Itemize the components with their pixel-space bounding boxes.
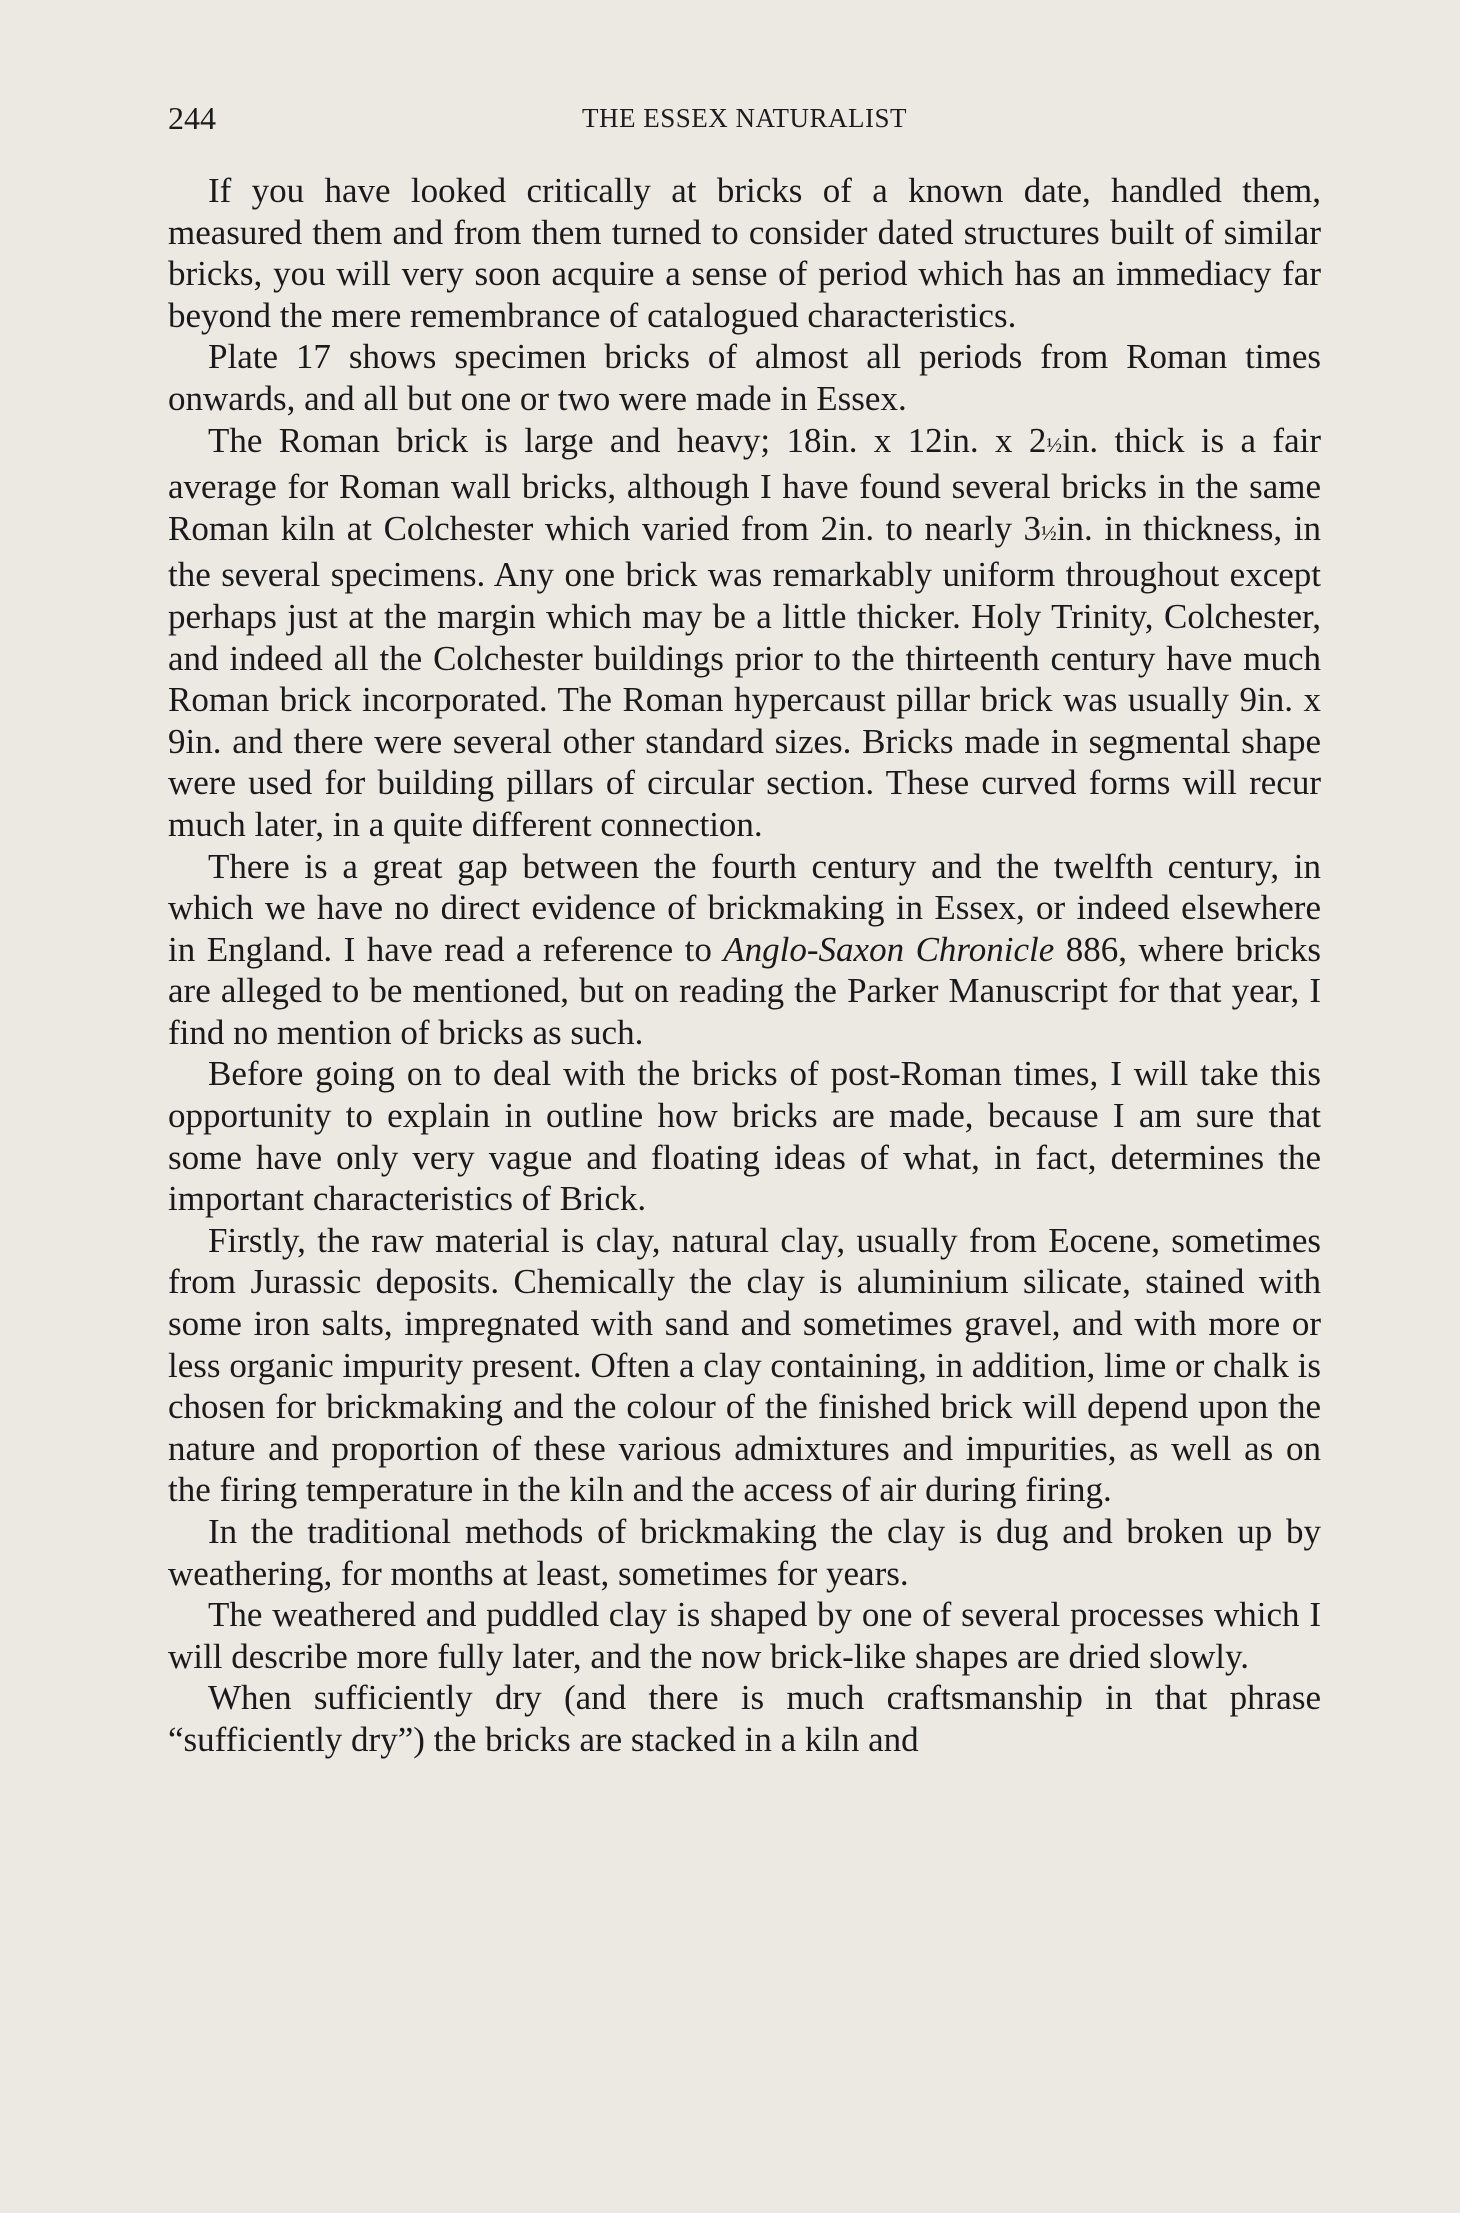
paragraph-5: Before going on to deal with the bricks of post-Roman times, I will take this opportunity to explain in outline how bricks are made, because I am sure that some have only very vague and floating ideas of what, in fact, determines the important characteristics of Brick. xyxy=(168,1054,1321,1219)
page-header xyxy=(168,96,1321,140)
paragraph-2: Plate 17 shows specimen bricks of almost all periods from Roman times onwards, and all but one or two were made in Essex. xyxy=(168,337,1321,418)
paragraph-3-text-a: The Roman brick is large and heavy; 18in. x 12in. x 2 xyxy=(208,420,1047,460)
italic-title: Anglo-Saxon Chronicle xyxy=(723,929,1055,969)
paragraph-3-text-b: in. thick is a fair average for Roman wall bricks, although I have found several bricks in the same Roman kiln at Colchester which varied from 2in. to nearly 3 xyxy=(168,420,1322,548)
page-number: 244 xyxy=(168,100,216,136)
paragraph-4-text-a: There is a great gap between the fourth century and the twelfth century, in which we have no direct evidence of brickmaking in Essex, or indeed elsewhere in England. I have read a reference to xyxy=(168,846,1321,969)
paragraph-9: When sufficiently dry (and there is much craftsmanship in that phrase “sufficiently dry”) the bricks are stacked in a kiln and xyxy=(168,1678,1321,1759)
body-text xyxy=(168,170,1321,1761)
paragraph-8: The weathered and puddled clay is shaped by one of several processes which I will describe more fully later, and the now brick-like shapes are dried slowly. xyxy=(168,1595,1321,1676)
paragraph-4 xyxy=(168,846,1321,1054)
fraction-half: ½ xyxy=(1046,432,1063,457)
fraction-half: ½ xyxy=(1041,520,1057,545)
paragraph-7: In the traditional methods of brickmaking the clay is dug and broken up by weathering, for months at least, sometimes for years. xyxy=(168,1512,1321,1593)
paragraph-1: If you have looked critically at bricks of a known date, handled them, measured them and from them turned to consider dated structures built of similar bricks, you will very soon acquire a sense of period which has an immediacy far beyond the mere remembrance of catalogued characteristics. xyxy=(168,171,1321,335)
paragraph-6: Firstly, the raw material is clay, natural clay, usually from Eocene, sometimes from Jurassic deposits. Chemically the clay is aluminium silicate, stained with some iron salts, impregnated with sand and sometimes gravel, and with more or less organic impurity present. Often a clay containing, in addition, lime or chalk is chosen for brickmaking and the colour of the finished brick will depend upon the nature and proportion of these various admixtures and impurities, as well as on the firing temperature in the kiln and the access of air during firing. xyxy=(168,1220,1321,1510)
paragraph-3-text-c: in. in thickness, in the several specimens. Any one brick was remarkably uniform throughout except perhaps just at the margin which may be a little thicker. Holy Trinity, Colchester, and indeed all the Colchester buildings prior to the thirteenth century have much Roman brick incorporated. The Roman hypercaust pillar brick was usually 9in. x 9in. and there were several other standard sizes. Bricks made in segmental shape were used for building pillars of circular section. These curved forms will recur much later, in a quite different connection. xyxy=(168,508,1321,844)
paragraph-3 xyxy=(168,420,1321,846)
running-title: THE ESSEX NATURALIST xyxy=(582,103,907,133)
paragraph-4-text-b: 886, where bricks are alleged to be mentioned, but on reading the Parker Manuscript for that year, I find no mention of bricks as such. xyxy=(168,929,1321,1052)
